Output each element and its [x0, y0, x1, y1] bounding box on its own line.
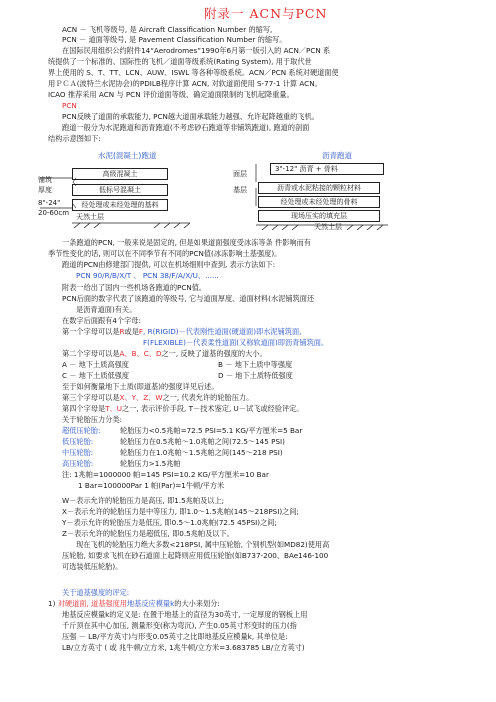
- pcn-line: 跑道一般分为水泥跑道和沥青跑道(不考虑砂石跑道等非铺筑跑道), 跑道的剖面: [62, 123, 310, 132]
- tire-class-desc: 轮胎压力在0.5兆帕～1.0兆帕之间(72.5～145 PSI): [120, 437, 285, 446]
- letters-xyzw: X、Y、Z、W: [119, 393, 163, 402]
- rigid-layer: 低标号混凝土: [72, 184, 168, 196]
- body-line: 在数字后面跟有4个字母:: [62, 316, 141, 325]
- tire-class-name: 中压轮胎:: [62, 448, 94, 457]
- rigid-side-label: 厚度: [38, 186, 52, 194]
- page-title: 附录一 ACN与PCN: [204, 6, 328, 21]
- tire-class-desc: 轮胎压力在1.0兆帕～1.5兆帕之间(145～218 PSI): [120, 448, 283, 457]
- body-line: 现在飞机的轮胎压力绝大多数<218PSI, 属中压轮胎, 个别机型(如MD82)使用高: [76, 540, 330, 549]
- fourth-letter-line: [62, 404, 303, 413]
- letter-r: R: [119, 327, 125, 336]
- body-line: 压强 － LB/平方英寸)与形变0.05英寸之比即地基反应模量k, 其单位是:: [62, 632, 288, 641]
- pcn-format-example: PCN 90/R/B/X/T 、 PCN 38/F/A/X/U、......: [76, 271, 219, 280]
- strength-a: A － 地下土质高强度: [62, 360, 129, 369]
- text: 的大小来划分:: [174, 599, 220, 608]
- flexible-diagram-lines: [248, 162, 388, 230]
- flexible-side-label: 面层: [233, 170, 247, 178]
- body-line: 压轮胎, 如要求飞机在砂石道面上起降则应用低压轮胎(如B737-200、BAe146-100: [62, 551, 329, 560]
- flexible-side-label: 基层: [233, 186, 247, 194]
- flexible-definition: F(FLEXIBLE)－代表柔性道面(又称软道面)即沥青铺筑面。: [143, 338, 329, 347]
- second-letter-line: [62, 349, 267, 358]
- intro-line: PCN － 道面等级号, 是 Pavement Classification Number 的缩写。: [62, 35, 287, 44]
- flexible-layer: 现场压实的填充层: [258, 210, 380, 222]
- strength-c: C － 地下土质低强度: [62, 371, 130, 380]
- intro-line: ACN － 飞机等级号, 是 Aircraft Classification Number 的缩写,: [62, 25, 273, 34]
- intro-line: 界上使用的 S、T、TT、LCN、AUW、ISWL 等各种等级系统。ACN／PCN 系统对硬道面使: [48, 68, 339, 77]
- pcn-heading: PCN: [62, 101, 77, 110]
- code-line: X－表示允许的轮胎压力是中等压力, 即1.0～1.5兆帕(145～218PSI)之间;: [62, 507, 299, 516]
- flexible-layer: 沥青或水泥粘接的颗粒材料: [258, 182, 380, 194]
- intro-line: 在国际民用组织公约附件14“Aerodromes”1990年6月第一版引入的 ACN／PCN 系: [62, 46, 331, 55]
- body-line: LB/立方英寸 ( 或 兆牛顿/立方米, 1兆牛顿/立方米=3.683785 LB/立方英寸): [62, 643, 305, 652]
- flexible-runway-title: 沥青跑道: [322, 151, 352, 160]
- intro-line: 用ＰＣＡ(波特兰水泥协会)的PDILB程序计算 ACN, 对软道面使用 S-77-1 计算 ACN。: [48, 79, 322, 88]
- text: 第四个字母是: [62, 404, 106, 413]
- body-line: 一条跑道的PCN, 一般来说是固定的, 但是如果道面强度受冰冻等条 件影响而有: [62, 238, 311, 247]
- text: 之一, 表示评价手段, T－技术鉴定, U－试飞或经验评定。: [121, 404, 304, 413]
- text: 第三个字母可以是: [62, 393, 120, 402]
- code-line: Y－表示允许的轮胎压力是低压, 即0.5～1.0兆帕(72.5 45PSI)之间;: [62, 518, 277, 527]
- third-letter-line: [62, 393, 253, 402]
- text: 第一个字母可以是: [62, 327, 120, 336]
- flexible-ground-label: 天然土层: [314, 223, 342, 231]
- body-line: 跑道的PCN由修建部门提供, 可以在机场细则中查到, 表示方法如下:: [62, 260, 276, 269]
- rigid-diagram-lines: [40, 172, 190, 228]
- rigid-runway-title: 水泥(混凝土)跑道: [98, 151, 157, 160]
- text: 对硬道面, 道基强度用: [57, 599, 127, 608]
- rigid-side-label: 铺筑: [38, 176, 52, 184]
- tire-class-desc: 轮胎压力>1.5兆帕: [120, 459, 181, 468]
- code-line: W－表示允许的轮胎压力是高压, 即1.5兆帕及以上;: [62, 496, 225, 505]
- tire-heading: 关于轮胎压力分类:: [62, 415, 122, 424]
- tire-class-name: 超低压轮胎:: [62, 426, 101, 435]
- first-letter-line: [62, 327, 301, 336]
- rigid-layer: 高级混凝土: [72, 168, 168, 180]
- intro-line: 统提供了一个标准的、国际性的飞机／道面等级系统(Rating System), 用于取代世: [48, 57, 312, 66]
- tire-class-desc: 轮胎压力<0.5兆帕=72.5 PSI=5.1 KG/平方厘米=5 Bar: [120, 426, 303, 435]
- strength-d: D － 地下土质特低强度: [218, 371, 293, 380]
- strength-note: 至于如何衡量地下土质(即道基)的强度详见后述。: [62, 382, 219, 391]
- body-line: 地基反应模量k的定义是: 在置于地基上的直径为30英寸, 一定厚度的钢板上用: [62, 610, 308, 619]
- body-line: 是沥青道面)有关。: [76, 305, 137, 314]
- strength-b: B － 地下土质中等强度: [218, 360, 293, 369]
- letter-f: F: [138, 327, 144, 336]
- pcn-line: PCN反映了道面的承载能力, PCN越大道面承载能力越强、允许起降越重的飞机。: [62, 112, 319, 121]
- text: 之一, 反映了道基的强度的大小。: [161, 349, 267, 358]
- text: 或是: [124, 327, 139, 336]
- tire-class-name: 低压轮胎:: [62, 437, 94, 446]
- rigid-ground-label: 天然土层: [76, 213, 104, 221]
- rigid-layer: 经处理或未经处理的基料: [72, 199, 168, 211]
- code-line: Z－表示允许的轮胎压力是超低压, 即0.5兆帕及以下。: [62, 529, 234, 538]
- rigid-side-label: 8"-24": [38, 199, 61, 207]
- body-line: PCN后面的数字代表了该跑道的等级号, 它与道面厚度、道面材料(水泥铺筑面还: [62, 294, 315, 303]
- letters-abcd: A、B、C、D: [119, 349, 162, 358]
- note-line: 注: 1兆帕=1000000 帕=145 PSI=10.2 KG/平方厘米=10 Bar: [62, 470, 269, 479]
- flexible-top-layer: 3"-12" 沥青 + 骨料: [270, 163, 384, 175]
- body-line: 可选装低压轮胎)。: [62, 562, 123, 571]
- item-1-line: [48, 599, 220, 608]
- k-term: 地基反应模量k: [126, 599, 175, 608]
- body-line: 千斤顶在其中心加压, 测量形变(称为弯沉), 产生0.05英寸形变时的压力(指: [62, 621, 297, 630]
- body-line: 附表一给出了国内一些机场各跑道的PCN值。: [62, 283, 207, 292]
- text: 之一, 代表允许的轮胎压力。: [162, 393, 254, 402]
- rigid-side-label: 20-60cm: [38, 209, 70, 217]
- pcn-line: 结构示意图如下:: [48, 134, 101, 143]
- letters-tu: T、U: [105, 404, 122, 413]
- text: 第二个字母可以是: [62, 349, 120, 358]
- body-line: 季节性变化的话, 则可以在不同季节有不同的PCN值(冰冻影响土基强度)。: [48, 249, 282, 258]
- intro-line: ICAO 推荐采用 ACN 与 PCN 评价道面等级、确定道面限制的飞机起降重量。: [48, 90, 294, 99]
- tire-class-name: 高压轮胎:: [62, 459, 94, 468]
- item-number: 1): [48, 599, 56, 608]
- flexible-layer: 经处理或未经处理的骨料: [258, 196, 380, 208]
- note-line: 1 Bar=100000Par 1 帕(Par)=1牛顿/平方米: [78, 481, 225, 490]
- subgrade-heading: 关于道基强度的评定:: [62, 588, 130, 597]
- rigid-definition: , R(RIGID)－代表刚性道面(硬道面)即水泥铺筑面,: [143, 327, 302, 336]
